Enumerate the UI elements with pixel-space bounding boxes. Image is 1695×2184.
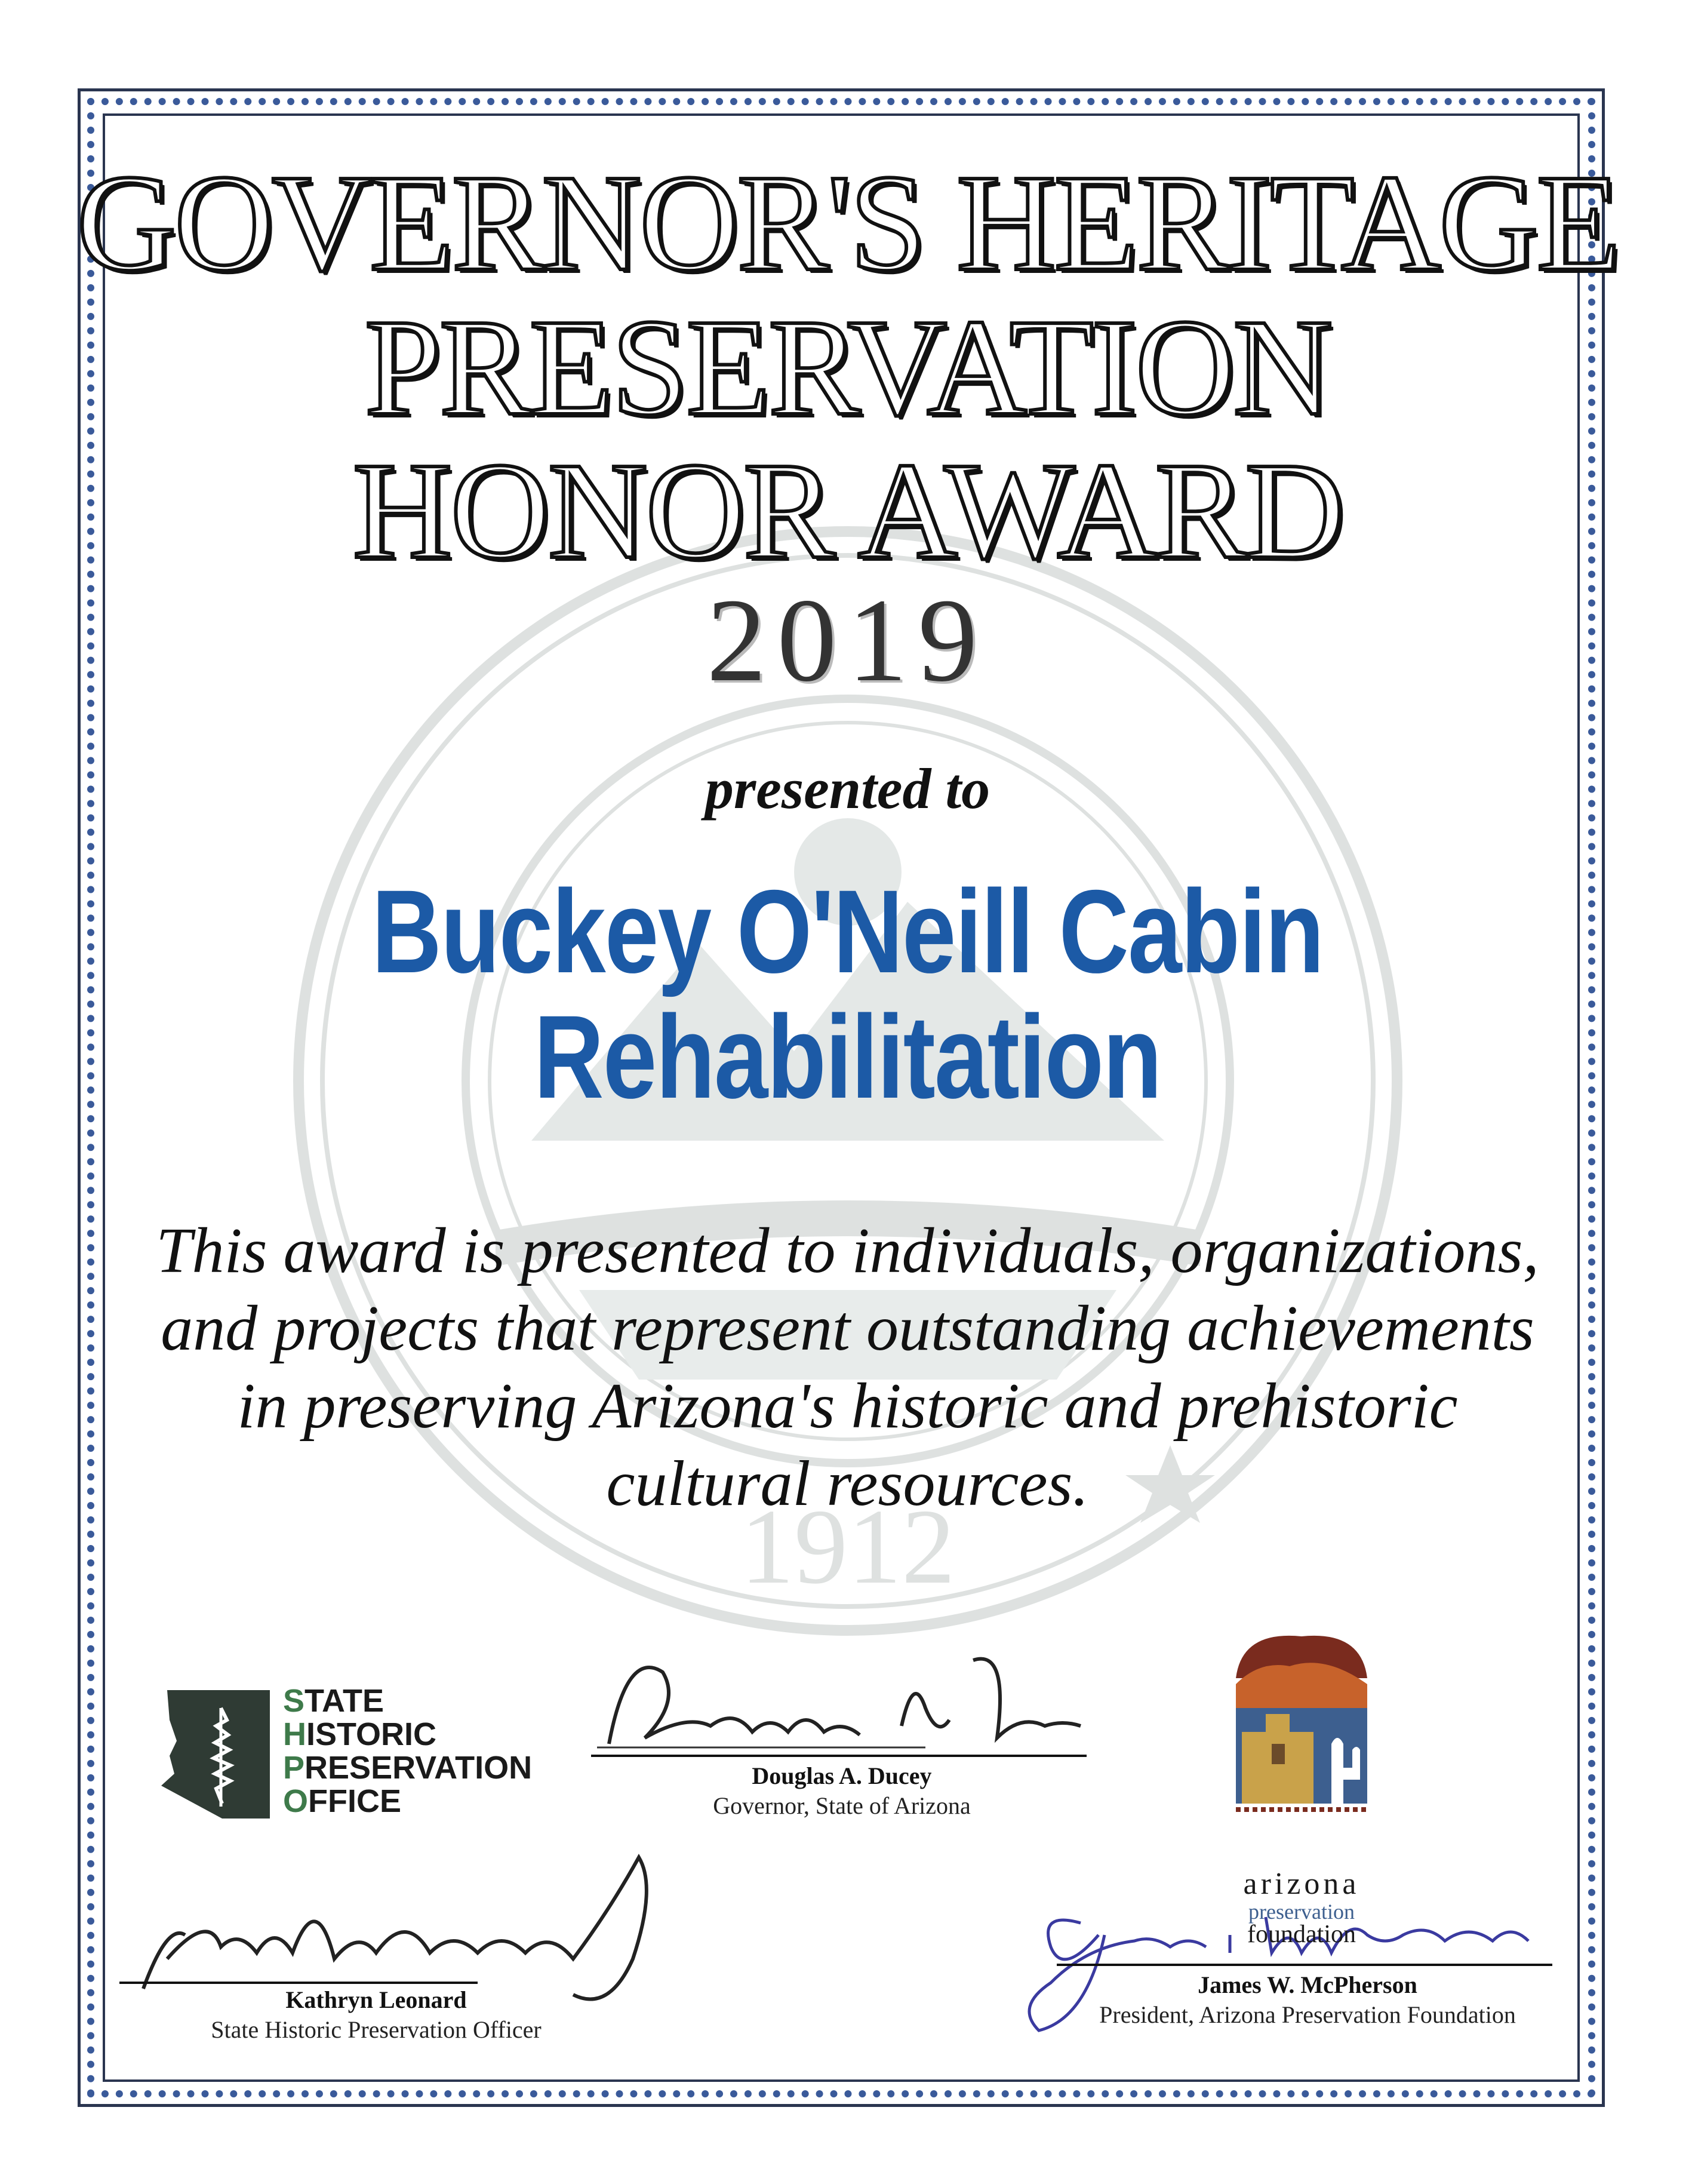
recipient-line-2: Rehabilitation bbox=[534, 991, 1161, 1123]
description-line-2: and projects that represent outstanding achievements bbox=[161, 1293, 1534, 1364]
apf-word-foundation: foundation bbox=[1247, 1921, 1356, 1948]
recipient-line-1: Buckey O'Neill Cabin bbox=[371, 865, 1324, 997]
arizona-preservation-foundation-logo bbox=[1224, 1624, 1379, 1863]
shpo-wordmark: STATE HISTORIC PRESERVATION OFFICE bbox=[283, 1683, 533, 1819]
apf-president-title: President, Arizona Preservation Foundation bbox=[1099, 2001, 1516, 2028]
apf-word-preservation: preservation bbox=[1248, 1900, 1355, 1924]
governor-title: Governor, State of Arizona bbox=[713, 1792, 971, 1819]
presented-to-label: presented to bbox=[705, 757, 990, 821]
arizona-map-icon bbox=[156, 1684, 276, 1821]
governor-signature bbox=[591, 1636, 1093, 1774]
description-line-1: This award is presented to individuals, organizations, bbox=[156, 1215, 1539, 1286]
apf-president-name: James W. McPherson bbox=[1198, 1971, 1417, 1998]
award-year: 2019 bbox=[706, 575, 989, 707]
governor-name: Douglas A. Ducey bbox=[752, 1762, 932, 1789]
award-title-line-3: HONOR AWARD bbox=[352, 434, 1343, 588]
shpo-officer-name: Kathryn Leonard bbox=[285, 1986, 467, 2013]
shpo-officer-title: State Historic Preservation Officer bbox=[211, 2016, 542, 2043]
description-line-3: in preserving Arizona's historic and prehistoric bbox=[237, 1371, 1458, 1442]
award-title-line-1: GOVERNOR'S HERITAGE bbox=[76, 146, 1619, 300]
shpo-logo bbox=[156, 1684, 574, 1839]
apf-word-arizona: arizona bbox=[1243, 1867, 1360, 1901]
seal-year: 1912 bbox=[740, 1487, 955, 1606]
description-line-4: cultural resources. bbox=[606, 1448, 1089, 1519]
award-title-line-2: PRESERVATION bbox=[364, 291, 1331, 444]
